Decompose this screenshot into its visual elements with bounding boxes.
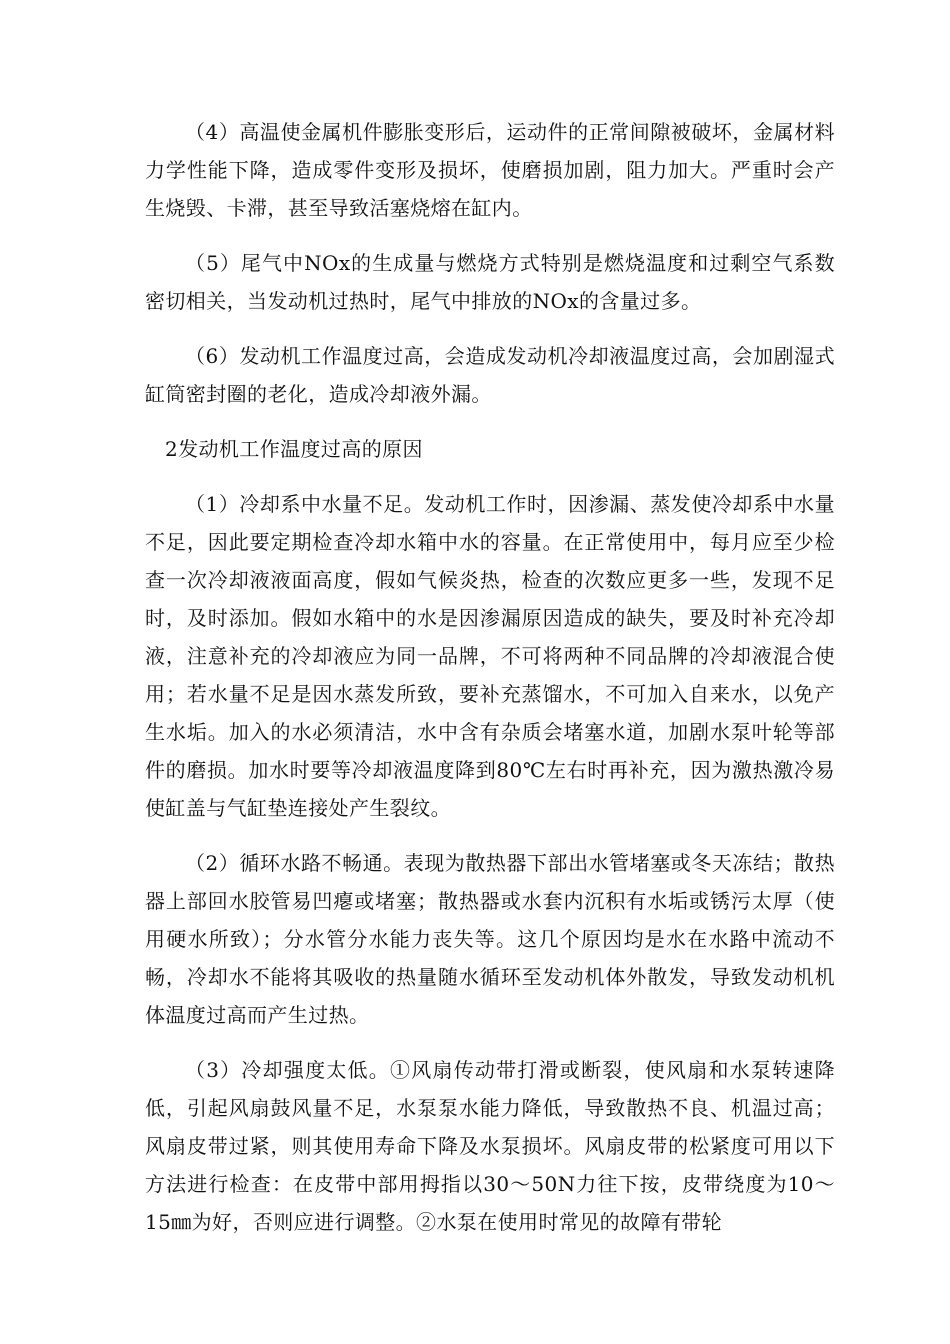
paragraph-6-coolant-leak: （6）发动机工作温度过高，会造成发动机冷却液温度过高，会加剧湿式缸筒密封圈的老化，造成冷却液外漏。	[145, 344, 835, 406]
paragraph-3-low-cooling-intensity: （3）冷却强度太低。①风扇传动带打滑或断裂，使风扇和水泵转速降低，引起风扇鼓风量不足，水泵泵水能力降低，导致散热不良、机温过高；风扇皮带过紧，则其使用寿命下降及水泵损坏。风扇皮带的松紧度可用以下方法进行检查：在皮带中部用拇指以30～50N力往下按，皮带绕度为10～15㎜为好，否则应进行调整。②水泵在使用时常见的故障有带轮	[145, 1058, 835, 1234]
paragraph-1-insufficient-water: （1）冷却系中水量不足。发动机工作时，因渗漏、蒸发使冷却系中水量不足，因此要定期检查冷却水箱中水的容量。在正常使用中，每月应至少检查一次冷却液液面高度，假如气候炎热，检查的次数应更多一些，发现不足时，及时添加。假如水箱中的水是因渗漏原因造成的缺失，要及时补充冷却液，注意补充的冷却液应为同一品牌，不可将两种不同品牌的冷却液混合使用；若水量不足是因水蒸发所致，要补充蒸馏水，不可加入自来水，以免产生水垢。加入的水必须清洁，水中含有杂质会堵塞水道，加剧水泵叶轮等部件的磨损。加水时要等冷却液温度降到80℃左右时再补充，因为激热激冷易使缸盖与气缸垫连接处产生裂纹。	[145, 492, 835, 820]
paragraph-2-circulation-blocked: （2）循环水路不畅通。表现为散热器下部出水管堵塞或冬天冻结；散热器上部回水胶管易凹瘪或堵塞；散热器或水套内沉积有水垢或锈污太厚（使用硬水所致）；分水管分水能力丧失等。这几个原因均是水在水路中流动不畅，冷却水不能将其吸收的热量随水循环至发动机体外散发，导致发动机机体温度过高而产生过热。	[145, 851, 835, 1027]
section-heading: 2发动机工作温度过高的原因	[165, 437, 423, 461]
paragraph-5-nox-emission: （5）尾气中NOx的生成量与燃烧方式特别是燃烧温度和过剩空气系数密切相关，当发动机过热时，尾气中排放的NOx的含量过多。	[145, 251, 835, 313]
document-body	[145, 113, 835, 1258]
paragraph-4-metal-deformation: （4）高温使金属机件膨胀变形后，运动件的正常间隙被破坏，金属材料力学性能下降，造成零件变形及损坏，使磨损加剧，阻力加大。严重时会产生烧毁、卡滞，甚至导致活塞烧熔在缸内。	[145, 120, 835, 220]
